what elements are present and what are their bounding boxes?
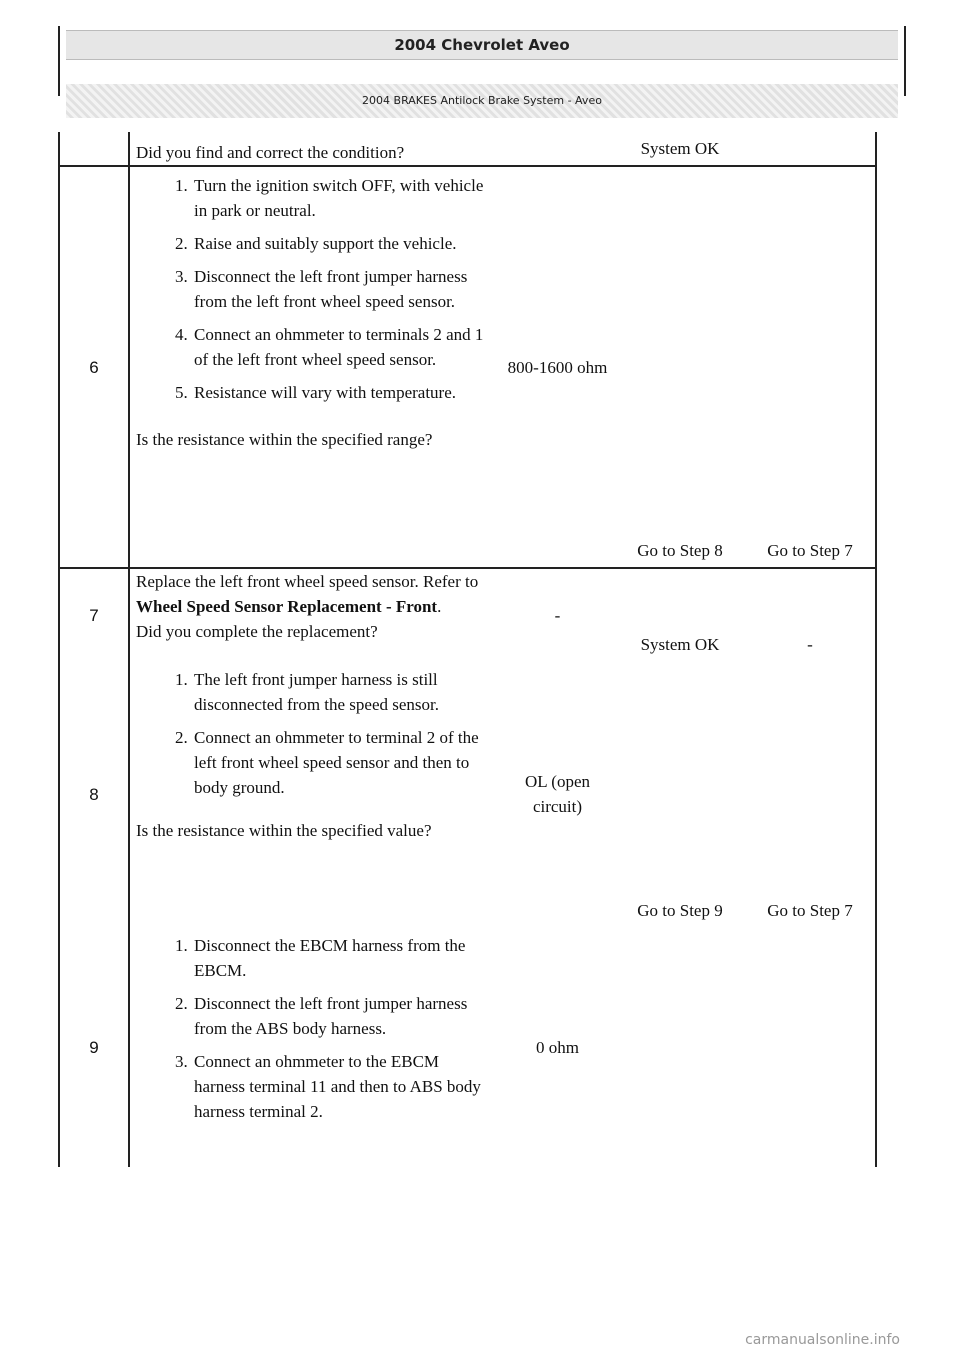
value-cell (500, 132, 615, 166)
document-header (58, 26, 906, 107)
no-cell (745, 132, 876, 166)
value-cell: OL (open circuit) (525, 772, 590, 816)
yes-cell: System OK (640, 635, 720, 654)
action-step: 3. Disconnect the left front jumper harness from the left front wheel speed sensor. (192, 264, 494, 314)
yes-cell: System OK (615, 132, 745, 166)
step-number (59, 132, 129, 166)
action-cell (129, 927, 500, 1167)
action-steps (136, 173, 494, 405)
no-cell: Go to Step 7 (745, 661, 876, 927)
question-text: Is the resistance within the specified range? (136, 430, 433, 449)
no-cell: Go to Step 7 (745, 166, 876, 568)
step-number: 8 (59, 661, 129, 927)
yes-cell (615, 927, 745, 1167)
diagnostic-table (58, 132, 877, 1167)
value-cell: 0 ohm (536, 1037, 579, 1057)
table-row (59, 166, 876, 568)
action-cell (129, 132, 500, 166)
table-row (59, 661, 876, 927)
no-cell: - (745, 568, 876, 661)
action-cell (129, 166, 500, 568)
action-text (136, 569, 494, 619)
value-cell: - (554, 605, 561, 625)
step-number: 9 (59, 927, 129, 1167)
action-step: 4. Connect an ohmmeter to terminals 2 and 1 of the left front wheel speed sensor. (192, 322, 494, 372)
action-step: 1. Disconnect the EBCM harness from the EBCM. (192, 933, 494, 983)
step-number: 6 (59, 166, 129, 568)
no-cell (745, 927, 876, 1167)
question-text: Did you find and correct the condition? (136, 143, 405, 162)
action-step: 2. Disconnect the left front jumper harness from the ABS body harness. (192, 991, 494, 1041)
action-step: 5. Resistance will vary with temperature. (192, 380, 494, 405)
action-step: 3. Connect an ohmmeter to the EBCM harness terminal 11 and then to ABS body harness terminal 2. (192, 1049, 494, 1124)
action-cell (129, 661, 500, 927)
table-row (59, 927, 876, 1167)
step-number: 7 (59, 568, 129, 661)
table-row (59, 132, 876, 166)
action-cell (129, 568, 500, 661)
action-step: 1. The left front jumper harness is still disconnected from the speed sensor. (192, 667, 494, 717)
action-steps (136, 667, 494, 800)
action-step: 1. Turn the ignition switch OFF, with vehicle in park or neutral. (192, 173, 494, 223)
action-step: 2. Connect an ohmmeter to terminal 2 of the left front wheel speed sensor and then to body ground. (192, 725, 494, 800)
yes-cell: Go to Step 8 (615, 166, 745, 568)
reference-link[interactable]: Wheel Speed Sensor Replacement - Front (136, 597, 438, 616)
document-title: 2004 Chevrolet Aveo (66, 30, 898, 60)
question-text: Is the resistance within the specified value? (136, 821, 432, 840)
value-cell: 800-1600 ohm (500, 166, 615, 568)
table-row (59, 568, 876, 661)
action-step: 2. Raise and suitably support the vehicle. (192, 231, 494, 256)
action-text-pre: Replace the left front wheel speed sensor. Refer to (136, 572, 479, 591)
document-subtitle: 2004 BRAKES Antilock Brake System - Aveo (66, 84, 898, 118)
watermark: carmanualsonline.info (745, 1332, 900, 1348)
action-steps (136, 933, 494, 1124)
yes-cell: Go to Step 9 (637, 901, 723, 920)
question-text: Did you complete the replacement? (136, 622, 378, 641)
action-text-post: . (437, 597, 442, 616)
